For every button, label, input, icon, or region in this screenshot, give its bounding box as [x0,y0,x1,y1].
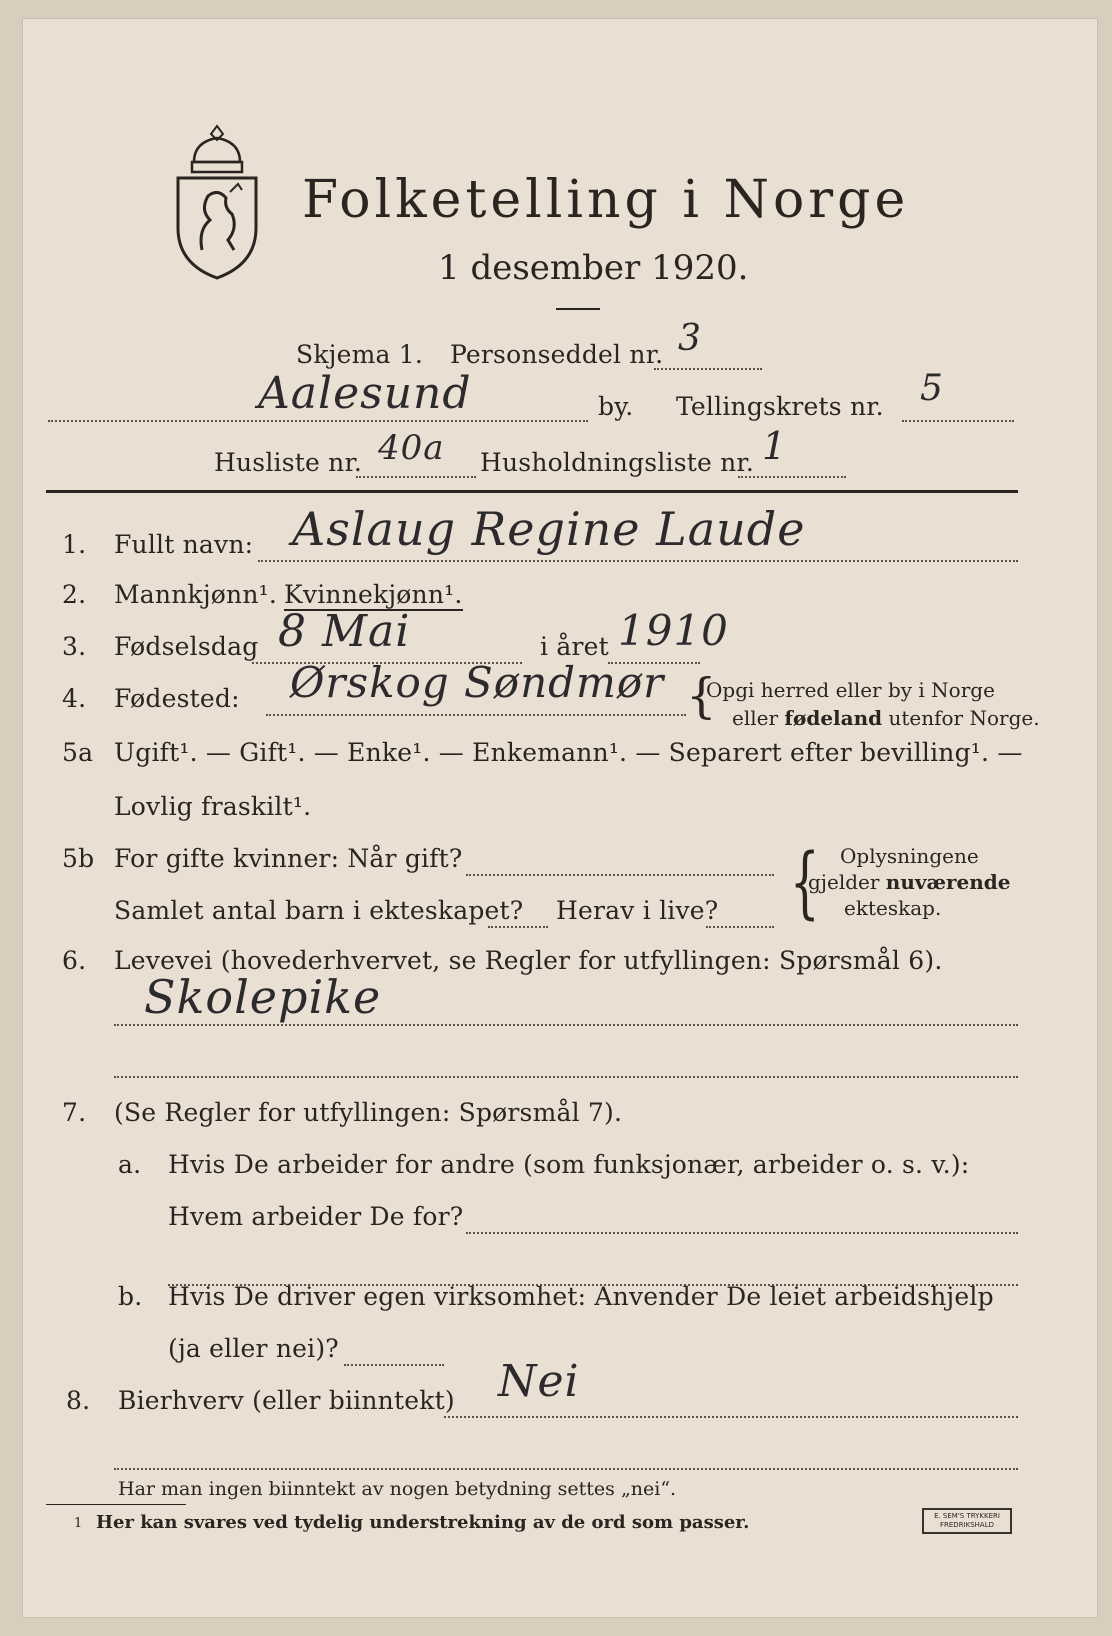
q7a-number: a. [118,1150,142,1179]
tellingskrets-value[interactable]: 5 [920,368,944,409]
q4-label: Fødested: [114,684,240,713]
gender-male[interactable]: Mannkjønn¹. [114,580,278,609]
by-label: by. [598,392,634,421]
marital-status-divorced[interactable]: Lovlig fraskilt¹. [114,792,312,821]
q5b-label-children: Samlet antal barn i ekteskapet? [114,896,524,925]
occupation-value[interactable]: Skolepike [144,970,382,1024]
q3-label: Fødselsdag [114,632,259,661]
q7a-employer-label: Hvem arbeider De for? [168,1202,464,1231]
q5b-label-alive: Herav i live? [556,896,719,925]
personseddel-label: Personseddel nr. [450,340,664,369]
full-name-value[interactable]: Aslaug Regine Laude [292,502,806,556]
q5b-number: 5b [62,844,95,873]
q3-number: 3. [62,632,87,661]
birthplace-value[interactable]: Ørskog Søndmør [290,658,665,707]
marital-status-options[interactable]: Ugift¹. — Gift¹. — Enke¹. — Enkemann¹. — Separert efter bevilling¹. — [114,738,1023,767]
q8-label: Bierhverv (eller biinntekt) [118,1386,455,1415]
q7b-number: b. [118,1282,143,1311]
birthday-value[interactable]: 8 Mai [278,606,411,657]
husliste-label: Husliste nr. [214,448,362,477]
q4-number: 4. [62,684,87,713]
q7a-text: Hvis De arbeider for andre (som funksjonær, arbeider o. s. v.): [168,1150,970,1179]
printer-stamp: E. SEM'S TRYKKERI FREDRIKSHALD [922,1508,1012,1534]
footnote-rule [46,1504,186,1505]
personseddel-value[interactable]: 3 [678,318,702,359]
q7-label: (Se Regler for utfyllingen: Spørsmål 7). [114,1098,623,1127]
q3-year-label: i året [540,632,609,661]
census-form [22,18,1098,1618]
q8-number: 8. [66,1386,91,1415]
q1-number: 1. [62,530,87,559]
gender-female[interactable]: Kvinnekjønn¹. [284,580,463,609]
q7b-text: Hvis De driver egen virksomhet: Anvender De leiet arbeidshjelp [168,1282,994,1311]
q5b-brace: { [789,838,820,928]
footnote-text: Her kan svares ved tydelig understrekning av de ord som passer. [96,1512,750,1533]
q5b-note-line3: ekteskap. [844,896,942,920]
q7b-label: (ja eller nei)? [168,1334,339,1363]
husholdning-value[interactable]: 1 [762,424,788,468]
q5b-label-married: For gifte kvinner: Når gift? [114,844,463,873]
side-income-value[interactable]: Nei [498,1356,580,1407]
side-income-note: Har man ingen biinntekt av nogen betydning settes „nei“. [118,1478,677,1500]
q7-number: 7. [62,1098,87,1127]
q6-label: Levevei (hovederhvervet, se Regler for utfyllingen: Spørsmål 6). [114,946,943,975]
coat-of-arms-icon [172,122,262,282]
q5b-note-line2: gjelder nuværende [808,870,1011,894]
q4-note-line2: eller fødeland utenfor Norge. [732,706,1040,730]
title-divider [556,308,600,310]
q1-label: Fullt navn: [114,530,254,559]
form-title: Folketelling i Norge [302,170,910,230]
birth-year-value[interactable]: 1910 [618,606,729,655]
q5a-number: 5a [62,738,94,767]
tellingskrets-label: Tellingskrets nr. [676,392,884,421]
skjema-label: Skjema 1. [296,340,424,369]
q4-brace: { [686,668,717,724]
header-rule [46,490,1018,493]
q5b-note-line1: Oplysningene [840,844,979,868]
q6-number: 6. [62,946,87,975]
husholdning-label: Husholdningsliste nr. [480,448,754,477]
husliste-value[interactable]: 40a [378,428,445,468]
city-value[interactable]: Aalesund [258,368,472,419]
q2-number: 2. [62,580,87,609]
footnote-mark: 1 [74,1516,83,1531]
q4-note-line1: Opgi herred eller by i Norge [706,678,995,702]
form-date: 1 desember 1920. [438,248,749,288]
